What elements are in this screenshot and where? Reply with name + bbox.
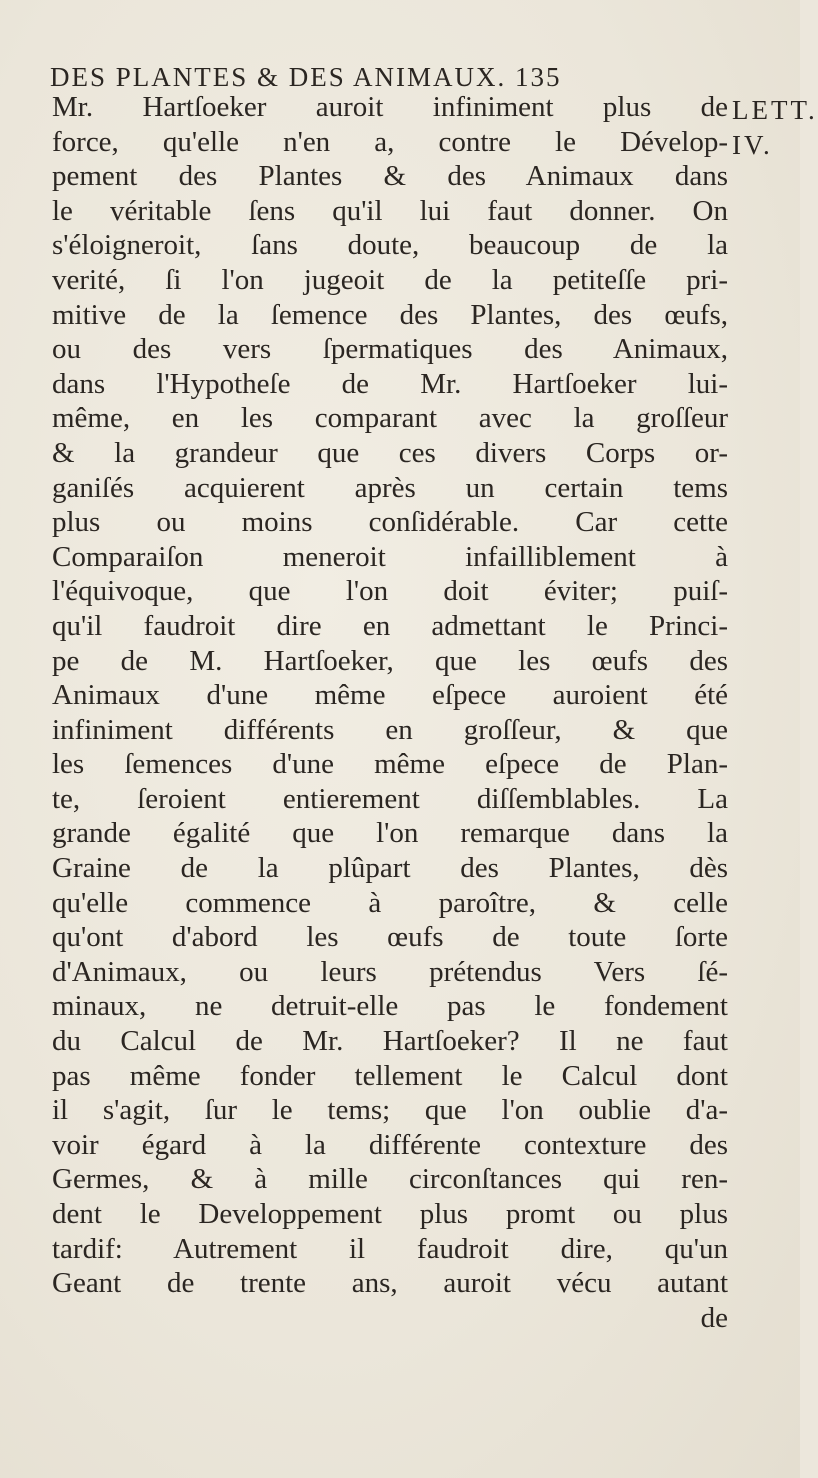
text-line: qu'elle commence à paroître, & celle	[52, 886, 728, 919]
text-line: plus ou moins conſidérable. Car cette	[52, 506, 728, 539]
catchword: de	[700, 1301, 728, 1334]
text-line: il s'agit, ſur le tems; que l'on oublie d'a-	[52, 1094, 728, 1127]
text-line: les ſemences d'une même eſpece de Plan-	[52, 748, 728, 781]
text-line: grande égalité que l'on remarque dans la	[52, 817, 728, 850]
text-line: qu'il faudroit dire en admettant le Princi-	[52, 609, 728, 642]
text-line: & la grandeur que ces divers Corps or-	[52, 436, 728, 469]
text-line: d'Animaux, ou leurs prétendus Vers ſé-	[52, 955, 728, 988]
text-line: même, en les comparant avec la groſſeur	[52, 402, 728, 435]
text-line: l'équivoque, que l'on doit éviter; puiſ-	[52, 575, 728, 608]
text-line: voir égard à la différente contexture des	[52, 1128, 728, 1161]
text-line: ganiſés acquierent après un certain tems	[52, 471, 728, 504]
text-line: mitive de la ſemence des Plantes, des œufs,	[52, 298, 728, 331]
text-line: verité, ſi l'on jugeoit de la petiteſſe pri-	[52, 263, 728, 296]
text-line: tardif: Autrement il faudroit dire, qu'un	[52, 1232, 728, 1265]
text-line: ou des vers ſpermatiques des Animaux,	[52, 333, 728, 366]
text-line: pement des Plantes & des Animaux dans	[52, 160, 728, 193]
text-line: Mr. Hartſoeker auroit infiniment plus de	[52, 91, 728, 123]
text-line: du Calcul de Mr. Hartſoeker? Il ne faut	[52, 1025, 728, 1058]
text-line: Graine de la plûpart des Plantes, dès	[52, 852, 728, 885]
running-head: DES PLANTES & DES ANIMAUX. 135	[50, 62, 562, 92]
text-line: Comparaiſon meneroit infailliblement à	[52, 540, 728, 573]
body-text	[52, 90, 728, 1335]
text-line: dent le Developpement plus promt ou plus	[52, 1198, 728, 1230]
text-line: s'éloigneroit, ſans doute, beaucoup de la	[52, 229, 728, 262]
text-line: le véritable ſens qu'il lui faut donner. On	[52, 194, 728, 227]
margin-note	[732, 93, 818, 163]
text-line: Animaux d'une même eſpece auroient été	[52, 679, 728, 712]
text-line: minaux, ne detruit-elle pas le fondement	[52, 990, 728, 1023]
margin-note-number: IV.	[732, 130, 773, 160]
text-line: pe de M. Hartſoeker, que les œufs des	[52, 644, 728, 677]
text-line: te, ſeroient entierement diſſemblables. La	[52, 782, 728, 815]
text-line: Germes, & à mille circonſtances qui ren-	[52, 1163, 728, 1196]
text-line: force, qu'elle n'en a, contre le Dévelop-	[52, 125, 728, 158]
text-line: pas même fonder tellement le Calcul dont	[52, 1059, 728, 1092]
text-line: dans l'Hypotheſe de Mr. Hartſoeker lui-	[52, 367, 728, 400]
margin-note-letter: LETT.	[732, 95, 818, 125]
text-line: infiniment différents en groſſeur, & que	[52, 713, 728, 746]
text-line: qu'ont d'abord les œufs de toute ſorte	[52, 921, 728, 954]
text-line: Geant de trente ans, auroit vécu autant	[52, 1267, 728, 1300]
